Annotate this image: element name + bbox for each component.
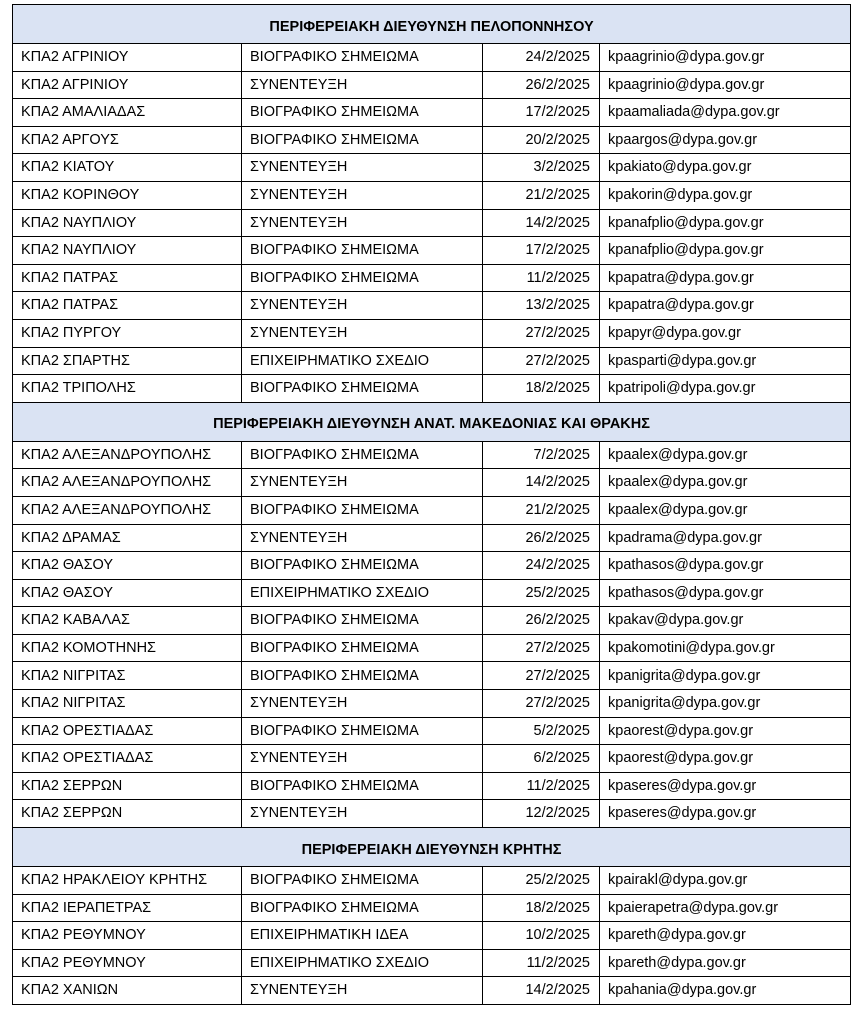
- table-row: [13, 375, 851, 403]
- table-row: [13, 579, 851, 607]
- table-row: [13, 922, 851, 950]
- email-cell: kpathasos@dypa.gov.gr: [600, 552, 851, 580]
- topic-cell: ΣΥΝΕΝΤΕΥΞΗ: [242, 524, 483, 552]
- topic-cell: ΕΠΙΧΕΙΡΗΜΑΤΙΚΟ ΣΧΕΔΙΟ: [242, 949, 483, 977]
- office-cell: ΚΠΑ2 ΗΡΑΚΛΕΙΟΥ ΚΡΗΤΗΣ: [13, 867, 242, 895]
- office-cell: ΚΠΑ2 ΠΥΡΓΟΥ: [13, 319, 242, 347]
- date-cell: 3/2/2025: [483, 154, 600, 182]
- office-cell: ΚΠΑ2 ΝΑΥΠΛΙΟΥ: [13, 209, 242, 237]
- topic-cell: ΒΙΟΓΡΑΦΙΚΟ ΣΗΜΕΙΩΜΑ: [242, 772, 483, 800]
- topic-cell: ΣΥΝΕΝΤΕΥΞΗ: [242, 154, 483, 182]
- table-row: [13, 496, 851, 524]
- topic-cell: ΒΙΟΓΡΑΦΙΚΟ ΣΗΜΕΙΩΜΑ: [242, 634, 483, 662]
- office-cell: ΚΠΑ2 ΣΕΡΡΩΝ: [13, 772, 242, 800]
- topic-cell: ΒΙΟΓΡΑΦΙΚΟ ΣΗΜΕΙΩΜΑ: [242, 662, 483, 690]
- table-row: [13, 800, 851, 828]
- region-title: ΠΕΡΙΦΕΡΕΙΑΚΗ ΔΙΕΥΘΥΝΣΗ ΠΕΛΟΠΟΝΝΗΣΟΥ: [13, 5, 851, 44]
- table-row: [13, 209, 851, 237]
- date-cell: 17/2/2025: [483, 99, 600, 127]
- office-cell: ΚΠΑ2 ΘΑΣΟΥ: [13, 552, 242, 580]
- table-row: [13, 99, 851, 127]
- date-cell: 26/2/2025: [483, 71, 600, 99]
- topic-cell: ΣΥΝΕΝΤΕΥΞΗ: [242, 71, 483, 99]
- table-row: [13, 634, 851, 662]
- table-row: [13, 867, 851, 895]
- date-cell: 21/2/2025: [483, 181, 600, 209]
- office-cell: ΚΠΑ2 ΑΓΡΙΝΙΟΥ: [13, 44, 242, 72]
- email-cell: kpakomotini@dypa.gov.gr: [600, 634, 851, 662]
- table-row: [13, 181, 851, 209]
- email-cell: kpaagrinio@dypa.gov.gr: [600, 71, 851, 99]
- office-cell: ΚΠΑ2 ΝΙΓΡΙΤΑΣ: [13, 662, 242, 690]
- date-cell: 25/2/2025: [483, 579, 600, 607]
- office-cell: ΚΠΑ2 ΚΟΜΟΤΗΝΗΣ: [13, 634, 242, 662]
- topic-cell: ΒΙΟΓΡΑΦΙΚΟ ΣΗΜΕΙΩΜΑ: [242, 375, 483, 403]
- table-row: [13, 469, 851, 497]
- date-cell: 27/2/2025: [483, 634, 600, 662]
- date-cell: 18/2/2025: [483, 894, 600, 922]
- office-cell: ΚΠΑ2 ΝΑΥΠΛΙΟΥ: [13, 237, 242, 265]
- email-cell: kpanigrita@dypa.gov.gr: [600, 662, 851, 690]
- table-row: [13, 690, 851, 718]
- office-cell: ΚΠΑ2 ΟΡΕΣΤΙΑΔΑΣ: [13, 717, 242, 745]
- date-cell: 5/2/2025: [483, 717, 600, 745]
- table-row: [13, 894, 851, 922]
- email-cell: kpakiato@dypa.gov.gr: [600, 154, 851, 182]
- topic-cell: ΣΥΝΕΝΤΕΥΞΗ: [242, 690, 483, 718]
- region-header-row: [13, 828, 851, 867]
- office-cell: ΚΠΑ2 ΝΙΓΡΙΤΑΣ: [13, 690, 242, 718]
- date-cell: 14/2/2025: [483, 469, 600, 497]
- date-cell: 26/2/2025: [483, 524, 600, 552]
- topic-cell: ΣΥΝΕΝΤΕΥΞΗ: [242, 800, 483, 828]
- office-cell: ΚΠΑ2 ΣΕΡΡΩΝ: [13, 800, 242, 828]
- office-cell: ΚΠΑ2 ΑΛΕΞΑΝΔΡΟΥΠΟΛΗΣ: [13, 441, 242, 469]
- date-cell: 26/2/2025: [483, 607, 600, 635]
- table-row: [13, 71, 851, 99]
- office-cell: ΚΠΑ2 ΑΓΡΙΝΙΟΥ: [13, 71, 242, 99]
- date-cell: 6/2/2025: [483, 745, 600, 773]
- office-cell: ΚΠΑ2 ΣΠΑΡΤΗΣ: [13, 347, 242, 375]
- date-cell: 27/2/2025: [483, 690, 600, 718]
- date-cell: 27/2/2025: [483, 662, 600, 690]
- office-cell: ΚΠΑ2 ΠΑΤΡΑΣ: [13, 264, 242, 292]
- email-cell: kpaamaliada@dypa.gov.gr: [600, 99, 851, 127]
- date-cell: 11/2/2025: [483, 772, 600, 800]
- date-cell: 11/2/2025: [483, 264, 600, 292]
- table-row: [13, 126, 851, 154]
- topic-cell: ΒΙΟΓΡΑΦΙΚΟ ΣΗΜΕΙΩΜΑ: [242, 44, 483, 72]
- table-row: [13, 44, 851, 72]
- office-cell: ΚΠΑ2 ΡΕΘΥΜΝΟΥ: [13, 949, 242, 977]
- date-cell: 24/2/2025: [483, 44, 600, 72]
- table-row: [13, 264, 851, 292]
- topic-cell: ΣΥΝΕΝΤΕΥΞΗ: [242, 181, 483, 209]
- email-cell: kpaalex@dypa.gov.gr: [600, 469, 851, 497]
- office-cell: ΚΠΑ2 ΚΙΑΤΟΥ: [13, 154, 242, 182]
- workshop-schedule-table: [12, 4, 851, 1005]
- region-title: ΠΕΡΙΦΕΡΕΙΑΚΗ ΔΙΕΥΘΥΝΣΗ ΑΝΑΤ. ΜΑΚΕΔΟΝΙΑΣ ΚΑΙ ΘΡΑΚΗΣ: [13, 402, 851, 441]
- date-cell: 10/2/2025: [483, 922, 600, 950]
- email-cell: kpaierapetra@dypa.gov.gr: [600, 894, 851, 922]
- office-cell: ΚΠΑ2 ΑΡΓΟΥΣ: [13, 126, 242, 154]
- date-cell: 18/2/2025: [483, 375, 600, 403]
- table-row: [13, 319, 851, 347]
- topic-cell: ΣΥΝΕΝΤΕΥΞΗ: [242, 209, 483, 237]
- office-cell: ΚΠΑ2 ΙΕΡΑΠΕΤΡΑΣ: [13, 894, 242, 922]
- email-cell: kpaseres@dypa.gov.gr: [600, 772, 851, 800]
- email-cell: kpareth@dypa.gov.gr: [600, 949, 851, 977]
- table-row: [13, 347, 851, 375]
- date-cell: 21/2/2025: [483, 496, 600, 524]
- email-cell: kpaseres@dypa.gov.gr: [600, 800, 851, 828]
- date-cell: 17/2/2025: [483, 237, 600, 265]
- topic-cell: ΒΙΟΓΡΑΦΙΚΟ ΣΗΜΕΙΩΜΑ: [242, 99, 483, 127]
- email-cell: kpaorest@dypa.gov.gr: [600, 717, 851, 745]
- office-cell: ΚΠΑ2 ΠΑΤΡΑΣ: [13, 292, 242, 320]
- date-cell: 27/2/2025: [483, 347, 600, 375]
- topic-cell: ΒΙΟΓΡΑΦΙΚΟ ΣΗΜΕΙΩΜΑ: [242, 552, 483, 580]
- region-header-row: [13, 402, 851, 441]
- email-cell: kpatripoli@dypa.gov.gr: [600, 375, 851, 403]
- table-row: [13, 949, 851, 977]
- date-cell: 24/2/2025: [483, 552, 600, 580]
- table-row: [13, 524, 851, 552]
- table-row: [13, 745, 851, 773]
- table-row: [13, 977, 851, 1005]
- topic-cell: ΕΠΙΧΕΙΡΗΜΑΤΙΚΟ ΣΧΕΔΙΟ: [242, 579, 483, 607]
- office-cell: ΚΠΑ2 ΑΛΕΞΑΝΔΡΟΥΠΟΛΗΣ: [13, 496, 242, 524]
- office-cell: ΚΠΑ2 ΘΑΣΟΥ: [13, 579, 242, 607]
- email-cell: kpaalex@dypa.gov.gr: [600, 496, 851, 524]
- email-cell: kpahania@dypa.gov.gr: [600, 977, 851, 1005]
- table-row: [13, 441, 851, 469]
- table-row: [13, 772, 851, 800]
- office-cell: ΚΠΑ2 ΔΡΑΜΑΣ: [13, 524, 242, 552]
- topic-cell: ΒΙΟΓΡΑΦΙΚΟ ΣΗΜΕΙΩΜΑ: [242, 496, 483, 524]
- email-cell: kpanafplio@dypa.gov.gr: [600, 209, 851, 237]
- email-cell: kpaalex@dypa.gov.gr: [600, 441, 851, 469]
- email-cell: kpairakl@dypa.gov.gr: [600, 867, 851, 895]
- email-cell: kpaorest@dypa.gov.gr: [600, 745, 851, 773]
- email-cell: kpaagrinio@dypa.gov.gr: [600, 44, 851, 72]
- email-cell: kpanafplio@dypa.gov.gr: [600, 237, 851, 265]
- office-cell: ΚΠΑ2 ΤΡΙΠΟΛΗΣ: [13, 375, 242, 403]
- table-row: [13, 292, 851, 320]
- table-row: [13, 552, 851, 580]
- office-cell: ΚΠΑ2 ΡΕΘΥΜΝΟΥ: [13, 922, 242, 950]
- table-row: [13, 237, 851, 265]
- topic-cell: ΒΙΟΓΡΑΦΙΚΟ ΣΗΜΕΙΩΜΑ: [242, 867, 483, 895]
- date-cell: 12/2/2025: [483, 800, 600, 828]
- table-row: [13, 607, 851, 635]
- region-header-row: [13, 5, 851, 44]
- topic-cell: ΒΙΟΓΡΑΦΙΚΟ ΣΗΜΕΙΩΜΑ: [242, 894, 483, 922]
- office-cell: ΚΠΑ2 ΑΛΕΞΑΝΔΡΟΥΠΟΛΗΣ: [13, 469, 242, 497]
- email-cell: kpapatra@dypa.gov.gr: [600, 292, 851, 320]
- email-cell: kpanigrita@dypa.gov.gr: [600, 690, 851, 718]
- date-cell: 14/2/2025: [483, 209, 600, 237]
- email-cell: kpasparti@dypa.gov.gr: [600, 347, 851, 375]
- date-cell: 20/2/2025: [483, 126, 600, 154]
- topic-cell: ΒΙΟΓΡΑΦΙΚΟ ΣΗΜΕΙΩΜΑ: [242, 237, 483, 265]
- date-cell: 14/2/2025: [483, 977, 600, 1005]
- date-cell: 25/2/2025: [483, 867, 600, 895]
- email-cell: kpapatra@dypa.gov.gr: [600, 264, 851, 292]
- email-cell: kpathasos@dypa.gov.gr: [600, 579, 851, 607]
- topic-cell: ΒΙΟΓΡΑΦΙΚΟ ΣΗΜΕΙΩΜΑ: [242, 126, 483, 154]
- email-cell: kpadrama@dypa.gov.gr: [600, 524, 851, 552]
- email-cell: kpakorin@dypa.gov.gr: [600, 181, 851, 209]
- date-cell: 7/2/2025: [483, 441, 600, 469]
- table-row: [13, 662, 851, 690]
- topic-cell: ΒΙΟΓΡΑΦΙΚΟ ΣΗΜΕΙΩΜΑ: [242, 607, 483, 635]
- office-cell: ΚΠΑ2 ΑΜΑΛΙΑΔΑΣ: [13, 99, 242, 127]
- topic-cell: ΣΥΝΕΝΤΕΥΞΗ: [242, 319, 483, 347]
- table-row: [13, 154, 851, 182]
- topic-cell: ΣΥΝΕΝΤΕΥΞΗ: [242, 977, 483, 1005]
- topic-cell: ΒΙΟΓΡΑΦΙΚΟ ΣΗΜΕΙΩΜΑ: [242, 717, 483, 745]
- table-row: [13, 717, 851, 745]
- topic-cell: ΕΠΙΧΕΙΡΗΜΑΤΙΚΟ ΣΧΕΔΙΟ: [242, 347, 483, 375]
- topic-cell: ΕΠΙΧΕΙΡΗΜΑΤΙΚΗ ΙΔΕΑ: [242, 922, 483, 950]
- date-cell: 27/2/2025: [483, 319, 600, 347]
- office-cell: ΚΠΑ2 ΧΑΝΙΩΝ: [13, 977, 242, 1005]
- office-cell: ΚΠΑ2 ΚΑΒΑΛΑΣ: [13, 607, 242, 635]
- email-cell: kpareth@dypa.gov.gr: [600, 922, 851, 950]
- date-cell: 11/2/2025: [483, 949, 600, 977]
- region-title: ΠΕΡΙΦΕΡΕΙΑΚΗ ΔΙΕΥΘΥΝΣΗ ΚΡΗΤΗΣ: [13, 828, 851, 867]
- email-cell: kpakav@dypa.gov.gr: [600, 607, 851, 635]
- office-cell: ΚΠΑ2 ΟΡΕΣΤΙΑΔΑΣ: [13, 745, 242, 773]
- topic-cell: ΒΙΟΓΡΑΦΙΚΟ ΣΗΜΕΙΩΜΑ: [242, 264, 483, 292]
- office-cell: ΚΠΑ2 ΚΟΡΙΝΘΟΥ: [13, 181, 242, 209]
- email-cell: kpaargos@dypa.gov.gr: [600, 126, 851, 154]
- schedule-body: [13, 5, 851, 1005]
- topic-cell: ΣΥΝΕΝΤΕΥΞΗ: [242, 292, 483, 320]
- topic-cell: ΒΙΟΓΡΑΦΙΚΟ ΣΗΜΕΙΩΜΑ: [242, 441, 483, 469]
- topic-cell: ΣΥΝΕΝΤΕΥΞΗ: [242, 469, 483, 497]
- date-cell: 13/2/2025: [483, 292, 600, 320]
- topic-cell: ΣΥΝΕΝΤΕΥΞΗ: [242, 745, 483, 773]
- email-cell: kpapyr@dypa.gov.gr: [600, 319, 851, 347]
